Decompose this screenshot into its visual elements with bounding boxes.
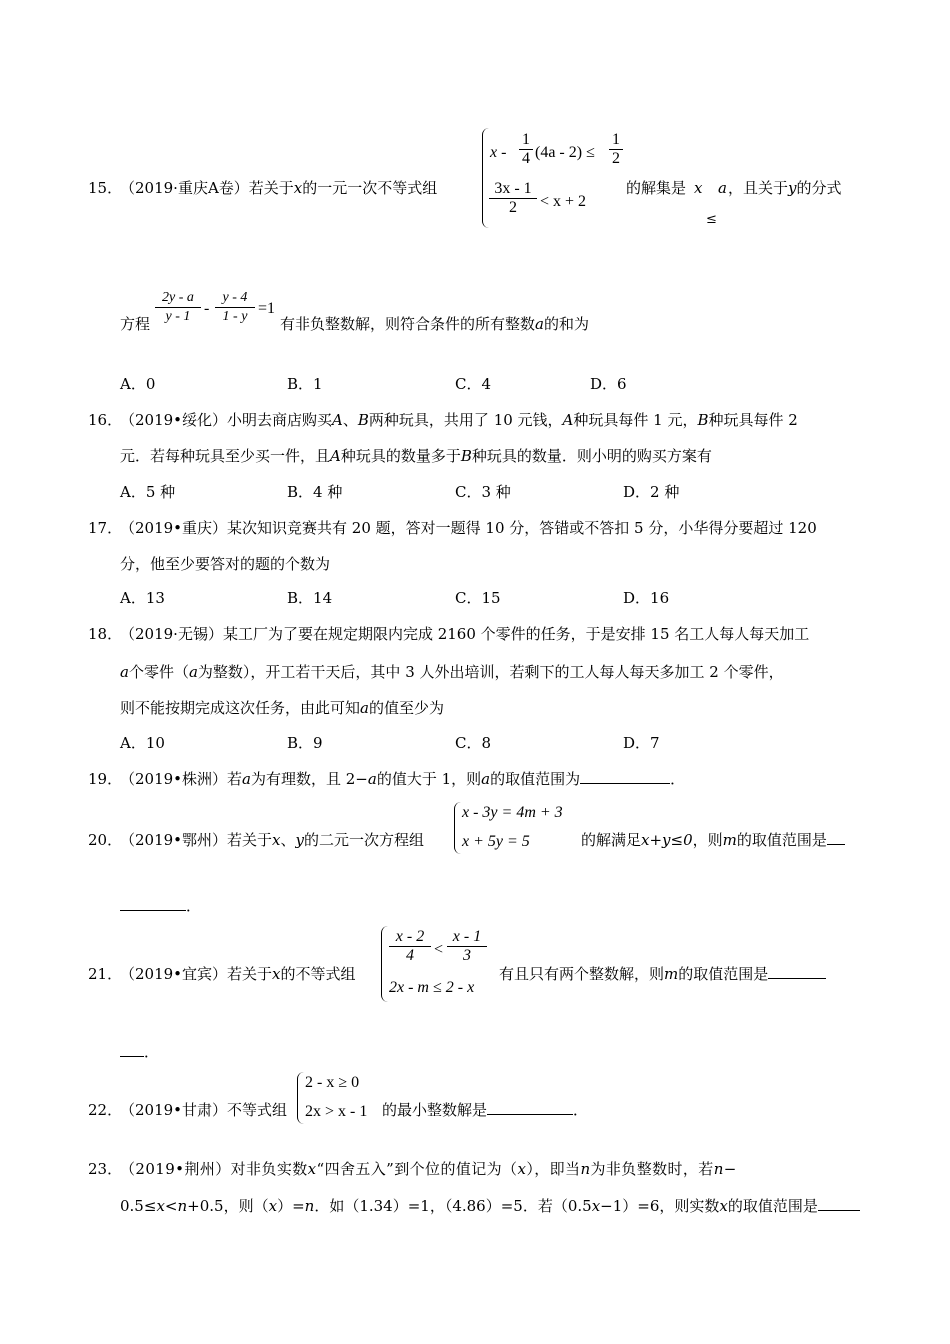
q15-sys-line2-rhs: < x + 2 xyxy=(540,193,587,210)
q15-sys-line1-b: (4a - 2) ≤ xyxy=(535,144,595,161)
q21-text-c: 有且只有两个整数解，则m的取值范围是 xyxy=(499,964,826,984)
q19-number: 19． xyxy=(88,770,123,788)
q15-eq-rhs: =1 xyxy=(258,300,276,317)
q20-answer-blank-b[interactable] xyxy=(120,896,186,911)
q18-option-c[interactable]: C．8 xyxy=(455,734,492,752)
q15-sol-a: a xyxy=(718,179,727,197)
q15-text-c: 的解集是 xyxy=(626,179,687,197)
q17-option-c[interactable]: C．15 xyxy=(455,589,501,607)
q15-sys-line1-a: x - xyxy=(490,144,507,161)
q16-number: 16． xyxy=(88,411,123,429)
q22-sys-line2: 2x > x - 1 xyxy=(305,1103,368,1120)
q18-option-a[interactable]: A．10 xyxy=(120,734,165,752)
q20-sys-line2: x + 5y = 5 xyxy=(462,833,530,850)
q22-system-brace xyxy=(297,1072,304,1124)
q15-system-brace xyxy=(482,128,489,228)
q21-sys-line2: 2x - m ≤ 2 - x xyxy=(389,979,475,996)
q15-option-a[interactable]: A．0 xyxy=(120,375,156,393)
q16-option-c[interactable]: C．3 种 xyxy=(455,483,511,501)
q17-option-b[interactable]: B．14 xyxy=(287,589,333,607)
q16-option-b[interactable]: B．4 种 xyxy=(287,483,343,501)
q15-number: 15． xyxy=(88,179,123,197)
q23-line1: （2019•荆州）对非负实数x“四舍五入”到个位的值记为（x），即当n为非负整数时，若n− xyxy=(120,1160,737,1178)
q20-text-a: （2019•鄂州）若关于x、y的二元一次方程组 xyxy=(120,831,425,849)
q18-option-d[interactable]: D．7 xyxy=(623,734,660,752)
q19-text: （2019•株洲）若a为有理数，且 2−a的值大于 1，则a的取值范围为 ． xyxy=(120,770,686,788)
q17-line2: 分，他至少要答对的题的个数为 xyxy=(120,555,331,573)
q20-text-c: 的解满足x+y≤0，则m的取值范围是 xyxy=(581,830,845,850)
q20-line2: ． xyxy=(120,896,201,916)
q18-number: 18． xyxy=(88,625,123,643)
q15-option-b[interactable]: B．1 xyxy=(287,375,323,393)
q18-option-b[interactable]: B．9 xyxy=(287,734,323,752)
q16-line2: 元．若每种玩具至少买一件，且A种玩具的数量多于B种玩具的数量．则小明的购买方案有 xyxy=(120,447,712,465)
q15-eq-frac1: $\frac{2y - a}{y - 1}$ xyxy=(155,289,201,326)
q15-line2-suffix: 有非负整数解，则符合条件的所有整数a的和为 xyxy=(280,315,589,333)
q18-line1: （2019·无锡）某工厂为了要在规定期限内完成 2160 个零件的任务，于是安排 15 名工人每人每天加工 xyxy=(120,625,810,643)
q21-lt: < xyxy=(434,941,444,958)
q15-sys-line2-frac: $\frac{3x - 1}{2}$ xyxy=(489,180,537,217)
q20-answer-blank-a[interactable] xyxy=(827,830,845,845)
q15-eq-frac2: $\frac{y - 4}{1 - y}$ xyxy=(215,289,255,326)
q17-option-a[interactable]: A．13 xyxy=(120,589,165,607)
q21-frac-1: $\frac{x - 2}{4}$ xyxy=(389,928,431,965)
q22-answer-blank[interactable] xyxy=(487,1100,573,1115)
q20-system-brace xyxy=(454,802,461,854)
q21-answer-blank-a[interactable] xyxy=(768,964,826,979)
q23-number: 23． xyxy=(88,1160,123,1178)
q22-sys-line1: 2 - x ≥ 0 xyxy=(305,1074,360,1091)
q15-option-d[interactable]: D．6 xyxy=(590,375,627,393)
q22-number: 22． xyxy=(88,1101,123,1119)
q20-number: 20． xyxy=(88,831,123,849)
q18-line3: 则不能按期完成这次任务，由此可知a的值至少为 xyxy=(120,699,444,717)
q15-option-c[interactable]: C．4 xyxy=(455,375,492,393)
q22-text-b: 的最小整数解是 ． xyxy=(382,1101,589,1119)
q22-text-a: （2019•甘肃）不等式组 xyxy=(120,1101,288,1119)
q15-sol-x: x xyxy=(694,179,703,197)
q21-text-a: （2019•宜宾）若关于x的不等式组 xyxy=(120,965,356,983)
q15-text-a: （2019·重庆A卷）若关于x的一元一次不等式组 xyxy=(120,179,438,197)
q23-line2: 0.5≤x<n+0.5，则（x）=n．如（1.34）=1，（4.86）=5．若（0.5x−1）=6，则实数x的取值范围是 xyxy=(120,1196,860,1216)
q18-line2: a个零件（a为整数），开工若干天后，其中 3 人外出培训，若剩下的工人每人每天多加工 2 个零件， xyxy=(120,663,784,681)
q23-answer-blank[interactable] xyxy=(818,1196,860,1211)
q19-answer-blank[interactable] xyxy=(580,769,670,784)
q21-answer-blank-b[interactable] xyxy=(120,1042,144,1057)
q15-sol-leq: ≤ xyxy=(706,212,717,227)
q16-option-d[interactable]: D．2 种 xyxy=(623,483,680,501)
q21-system-brace xyxy=(381,926,388,1002)
q16-line1: （2019•绥化）小明去商店购买A、B两种玩具，共用了 10 元钱，A种玩具每件 1 元，B种玩具每件 2 xyxy=(120,411,798,429)
q16-option-a[interactable]: A．5 种 xyxy=(120,483,176,501)
q17-line1: （2019•重庆）某次知识竞赛共有 20 题，答对一题得 10 分，答错或不答扣 5 分，小华得分要超过 120 xyxy=(120,519,817,537)
q15-sys-line1-rhs: $\frac{1}{2}$ xyxy=(609,131,623,168)
q15-line2-prefix: 方程 xyxy=(120,315,151,333)
q17-number: 17． xyxy=(88,519,123,537)
q21-frac-2: $\frac{x - 1}{3}$ xyxy=(447,928,487,965)
q15-eq-minus: - xyxy=(204,300,210,317)
q21-line2: ． xyxy=(120,1042,159,1062)
q15-sys-line1-frac: $\frac{1}{4}$ xyxy=(519,131,533,168)
q17-option-d[interactable]: D．16 xyxy=(623,589,670,607)
q20-sys-line1: x - 3y = 4m + 3 xyxy=(462,804,563,821)
q21-number: 21． xyxy=(88,965,123,983)
q15-text-d: ，且关于y的分式 xyxy=(728,179,842,197)
